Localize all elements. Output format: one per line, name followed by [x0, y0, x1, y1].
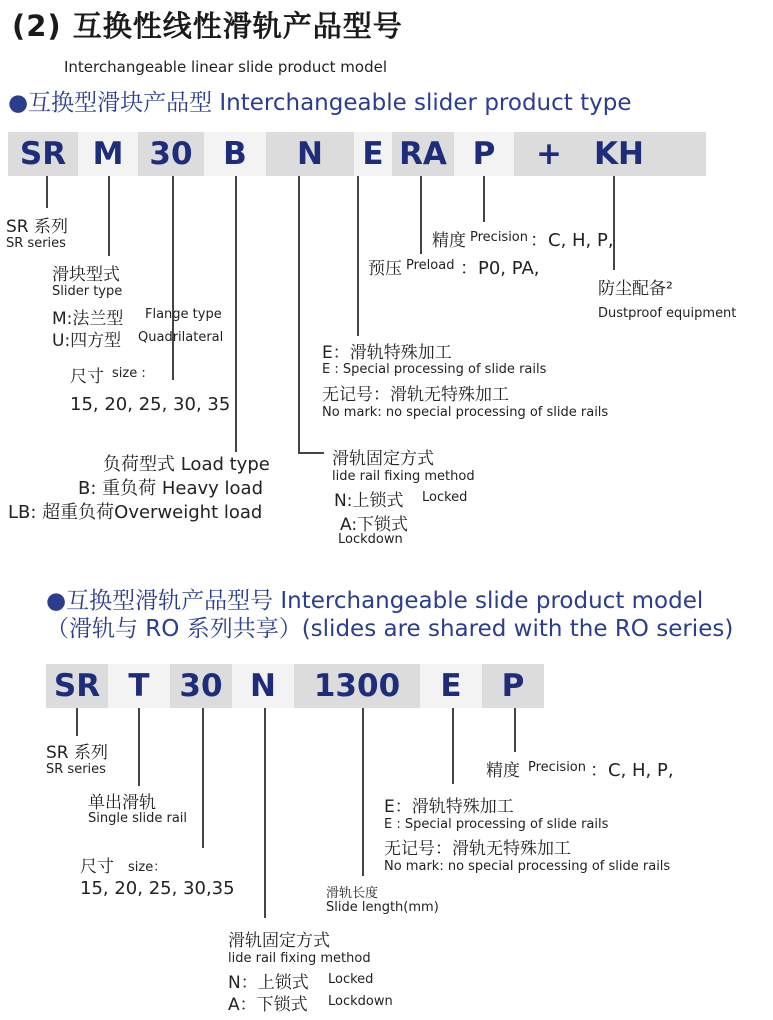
rail-special-en: E : Special processing of slide rails [384, 817, 609, 832]
slide-length-en: Slide length(mm) [326, 900, 439, 915]
leader-line-special [357, 176, 359, 336]
sr-series-cn: SR 系列 [6, 217, 69, 237]
fixing-n-en: Locked [422, 490, 468, 505]
code-seg-size: 30 [149, 136, 193, 172]
fixing-n-cn: N:上锁式 [334, 491, 404, 511]
leader-line-slider-type [108, 176, 110, 256]
sr-series-en: SR series [6, 236, 66, 251]
section2-heading: ●互换型滑轨产品型号 Interchangeable slide product model [46, 588, 704, 614]
leader-line-preload [420, 176, 422, 254]
code-seg-preload: RA [399, 136, 447, 172]
rail-no-mark-en: No mark: no special processing of slide rails [384, 859, 671, 874]
size-values: 15, 20, 25, 30, 35 [70, 394, 231, 415]
slider-type-cn: 滑块型式 [52, 265, 120, 285]
dustproof-cn: 防尘配备² [598, 279, 673, 299]
rail-special-cn: E：滑轨特殊加工 [384, 797, 514, 817]
rail-leader-line-single [138, 708, 140, 786]
slider-type-u-cn: U:四方型 [52, 331, 122, 351]
code-seg-precision: P [454, 132, 514, 176]
slider-code-bar [8, 132, 706, 176]
preload-cn: 预压 [368, 259, 402, 279]
rail-code-seg-size: 30 [179, 668, 223, 704]
slide-length-cn: 滑轨长度 [326, 886, 379, 901]
rail-leader-line-length [362, 708, 364, 876]
code-seg-plus: + [536, 136, 562, 172]
rail-precision-values: ：C, H, P, [590, 760, 674, 781]
slider-type-en: Slider type [52, 284, 123, 299]
code-seg-sr: SR [19, 136, 67, 172]
rail-precision-cn: 精度 [486, 761, 520, 781]
rail-code-seg-fixing: N [232, 664, 294, 708]
rail-code-seg-sr: SR [53, 668, 101, 704]
rail-leader-line-sr [76, 708, 78, 736]
preload-en: Preload [406, 258, 455, 273]
rail-size-en: size： [128, 860, 167, 875]
rail-code-seg-precision: P [501, 668, 525, 704]
leader-line-fixing-h [298, 452, 324, 454]
dustproof-en: Dustproof equipment [598, 306, 737, 321]
rail-size-cn: 尺寸 [80, 857, 114, 877]
fixing-a-cn: A:下锁式 [340, 515, 409, 535]
rail-leader-line-fixing [264, 708, 266, 918]
no-mark-en: No mark: no special processing of slide rails [322, 405, 609, 420]
fixing-method-en: lide rail fixing method [332, 469, 475, 484]
rail-leader-line-special [452, 708, 454, 784]
fixing-method-cn: 滑轨固定方式 [332, 449, 434, 469]
leader-line-fixing [298, 176, 300, 452]
special-processing-cn: E：滑轨特殊加工 [322, 343, 452, 363]
leader-line-load-type [235, 176, 237, 452]
slider-type-m-cn: M:法兰型 [52, 309, 124, 329]
rail-leader-line-size [202, 708, 204, 848]
rail-leader-line-precision [514, 708, 516, 752]
rail-fixing-n-en: Locked [328, 972, 374, 987]
slider-type-u-en: Quadrilateral [138, 330, 224, 345]
precision-values: ：C, H, P, [530, 230, 614, 251]
rail-fixing-cn: 滑轨固定方式 [228, 931, 330, 951]
page-subtitle: Interchangeable linear slide product model [64, 58, 387, 76]
load-type-lb: LB: 超重负荷Overweight load [8, 502, 263, 523]
rail-code-bar [46, 664, 544, 708]
section1-heading: ●互换型滑块产品型 Interchangeable slider product type [8, 90, 632, 116]
load-type-b: B: 重负荷 Heavy load [78, 478, 263, 499]
rail-code-seg-length: 1300 [313, 668, 401, 704]
rail-sr-series-en: SR series [46, 762, 106, 777]
code-seg-fixing: N [297, 136, 323, 172]
size-cn: 尺寸 [70, 367, 104, 387]
leader-line-dustproof [613, 176, 615, 270]
fixing-a-en: Lockdown [338, 532, 403, 547]
slider-type-m-en: Flange type [145, 307, 222, 322]
leader-line-size [172, 176, 174, 380]
leader-line-precision [483, 176, 485, 222]
page-title: (2) 互换性线性滑轨产品型号 [12, 9, 403, 43]
load-type-title: 负荷型式 Load type [103, 454, 270, 475]
code-seg-slider-type: M [78, 132, 138, 176]
rail-fixing-en: lide rail fixing method [228, 951, 371, 966]
rail-sr-series-cn: SR 系列 [46, 743, 109, 763]
rail-no-mark-cn: 无记号：滑轨无特殊加工 [384, 839, 571, 859]
single-rail-en: Single slide rail [88, 811, 188, 826]
section2-subheading: （滑轨与 RO 系列共享）(slides are shared with the RO series) [46, 616, 734, 642]
special-processing-en: E : Special processing of slide rails [322, 362, 547, 377]
size-en: size : [112, 366, 146, 381]
single-rail-cn: 单出滑轨 [88, 793, 156, 813]
code-seg-special: E [354, 132, 392, 176]
rail-size-values: 15, 20, 25, 30,35 [80, 878, 235, 899]
code-seg-load-type: B [204, 132, 266, 176]
leader-line-sr [46, 176, 48, 208]
rail-code-seg-single: T [108, 664, 170, 708]
rail-code-seg-special: E [420, 664, 482, 708]
precision-en: Precision [470, 230, 529, 245]
rail-fixing-a-en: Lockdown [328, 994, 393, 1009]
rail-precision-en: Precision [528, 760, 587, 775]
rail-fixing-n-cn: N：上锁式 [228, 973, 309, 993]
no-mark-cn: 无记号：滑轨无特殊加工 [322, 385, 509, 405]
rail-fixing-a-cn: A：下锁式 [228, 995, 308, 1015]
preload-values: ：P0, PA, [460, 258, 540, 279]
code-seg-dustproof: KH [594, 136, 644, 172]
precision-cn: 精度 [432, 231, 466, 251]
